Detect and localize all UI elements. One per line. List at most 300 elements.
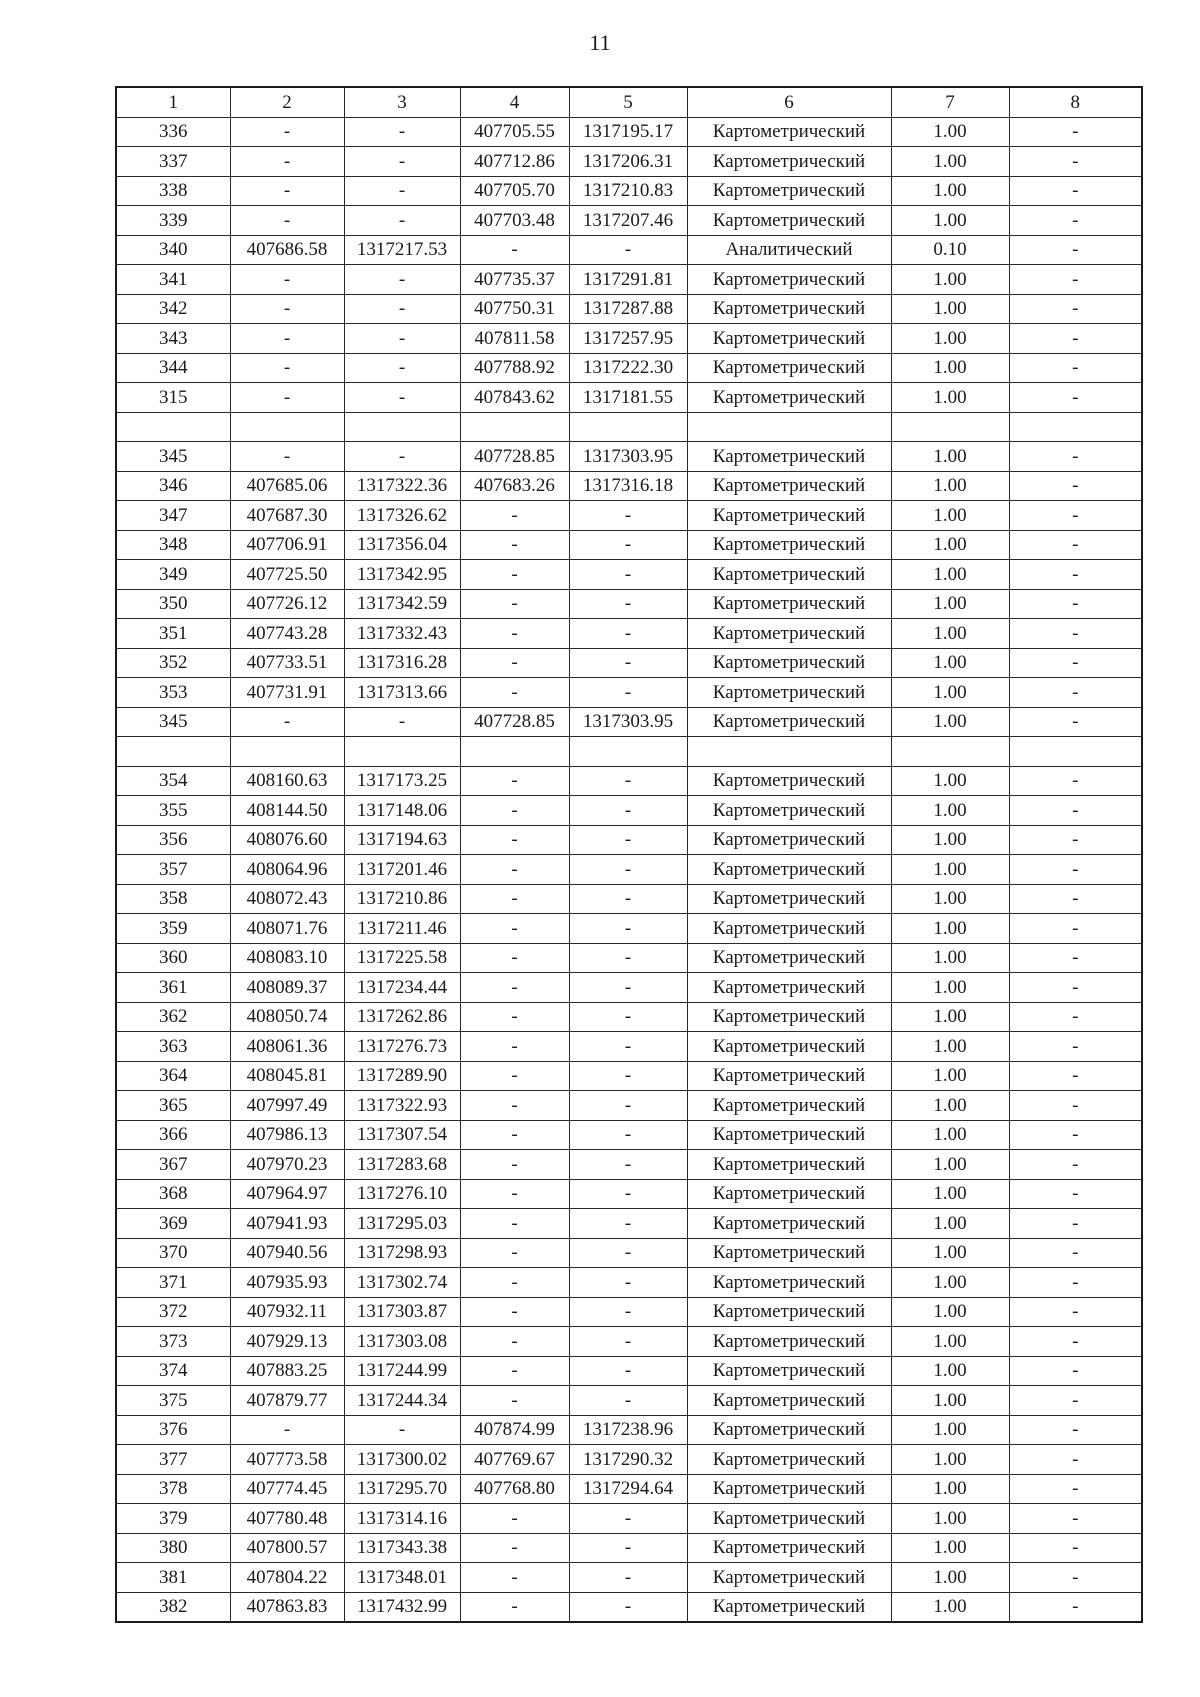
cell-note: - — [1009, 471, 1142, 501]
cell-point-number: 344 — [116, 353, 230, 383]
cell-y-coord-old: - — [344, 206, 460, 236]
cell-x-coord-new: - — [460, 1533, 569, 1563]
cell-precision: 1.00 — [891, 796, 1009, 826]
cell-x-coord-new: - — [460, 648, 569, 678]
cell-method: Картометрический — [687, 383, 891, 413]
cell-x-coord-old: 407725.50 — [230, 560, 344, 590]
table-row — [116, 265, 1142, 295]
cell-y-coord-new: 1317294.64 — [569, 1474, 687, 1504]
cell-x-coord-new: 407712.86 — [460, 147, 569, 177]
cell-x-coord-old: - — [230, 1415, 344, 1445]
cell-y-coord-old: 1317283.68 — [344, 1150, 460, 1180]
cell-x-coord-old: 408089.37 — [230, 973, 344, 1003]
cell-method: Картометрический — [687, 1032, 891, 1062]
cell-x-coord-old: 407883.25 — [230, 1356, 344, 1386]
table-row — [116, 914, 1142, 944]
cell-method: Картометрический — [687, 1386, 891, 1416]
table-row — [116, 1327, 1142, 1357]
header-cell-x-coord-new: 4 — [460, 87, 569, 117]
table-row — [116, 1533, 1142, 1563]
cell-x-coord-old: 407970.23 — [230, 1150, 344, 1180]
cell-method: Картометрический — [687, 353, 891, 383]
cell-y-coord-new: - — [569, 560, 687, 590]
cell-precision: 1.00 — [891, 678, 1009, 708]
cell-precision: 1.00 — [891, 1592, 1009, 1622]
table-row — [116, 648, 1142, 678]
cell-y-coord-new: 1317181.55 — [569, 383, 687, 413]
cell-point-number: 346 — [116, 471, 230, 501]
cell-precision: 1.00 — [891, 707, 1009, 737]
cell-y-coord-old: 1317307.54 — [344, 1120, 460, 1150]
cell-precision: 1.00 — [891, 1563, 1009, 1593]
cell-x-coord-old: 407941.93 — [230, 1209, 344, 1239]
cell-y-coord-new: 1317303.95 — [569, 442, 687, 472]
cell-note: - — [1009, 530, 1142, 560]
cell-x-coord-old: 407935.93 — [230, 1268, 344, 1298]
cell-point-number: 370 — [116, 1238, 230, 1268]
cell-point-number: 360 — [116, 943, 230, 973]
cell-note: - — [1009, 619, 1142, 649]
cell-x-coord-new: 407705.70 — [460, 176, 569, 206]
cell-x-coord-old: - — [230, 442, 344, 472]
cell-method: Картометрический — [687, 1091, 891, 1121]
cell-y-coord-old: 1317342.59 — [344, 589, 460, 619]
cell-x-coord-new: - — [460, 1327, 569, 1357]
cell-y-coord-old: 1317276.73 — [344, 1032, 460, 1062]
cell-x-coord-new: - — [460, 1238, 569, 1268]
cell-note: - — [1009, 707, 1142, 737]
cell-method: Картометрический — [687, 1504, 891, 1534]
cell-x-coord-old: - — [230, 353, 344, 383]
cell-precision: 1.00 — [891, 501, 1009, 531]
cell-x-coord-new: 407735.37 — [460, 265, 569, 295]
cell-method: Картометрический — [687, 442, 891, 472]
cell-note: - — [1009, 501, 1142, 531]
cell-y-coord-new: - — [569, 1386, 687, 1416]
cell-note: - — [1009, 589, 1142, 619]
cell-point-number: 367 — [116, 1150, 230, 1180]
table-row — [116, 1474, 1142, 1504]
cell-y-coord-old: 1317148.06 — [344, 796, 460, 826]
table-row — [116, 589, 1142, 619]
cell-note: - — [1009, 973, 1142, 1003]
cell-precision: 1.00 — [891, 1327, 1009, 1357]
table-row — [116, 412, 1142, 442]
cell-x-coord-new: 407728.85 — [460, 442, 569, 472]
cell-method: Картометрический — [687, 707, 891, 737]
cell-point-number: 350 — [116, 589, 230, 619]
cell-note: - — [1009, 1032, 1142, 1062]
cell-y-coord-new: - — [569, 1533, 687, 1563]
cell-precision: 1.00 — [891, 176, 1009, 206]
cell-method: Картометрический — [687, 1238, 891, 1268]
cell-precision: 1.00 — [891, 648, 1009, 678]
cell-y-coord-new: - — [569, 825, 687, 855]
cell-x-coord-old: - — [230, 324, 344, 354]
cell-x-coord-new: - — [460, 530, 569, 560]
table-row — [116, 619, 1142, 649]
cell-point-number: 337 — [116, 147, 230, 177]
cell-method: Картометрический — [687, 117, 891, 147]
table-row — [116, 530, 1142, 560]
coordinates-table — [115, 86, 1143, 1623]
table-row — [116, 324, 1142, 354]
cell-method: Картометрический — [687, 147, 891, 177]
cell-precision: 1.00 — [891, 1297, 1009, 1327]
cell-x-coord-new: 407683.26 — [460, 471, 569, 501]
cell-y-coord-new: - — [569, 1592, 687, 1622]
cell-precision: 1.00 — [891, 1032, 1009, 1062]
cell-x-coord-old: 407743.28 — [230, 619, 344, 649]
cell-note: - — [1009, 294, 1142, 324]
cell-point-number: 371 — [116, 1268, 230, 1298]
cell-method: Аналитический — [687, 235, 891, 265]
cell-note: - — [1009, 678, 1142, 708]
cell-precision: 1.00 — [891, 1356, 1009, 1386]
cell-y-coord-new: 1317195.17 — [569, 117, 687, 147]
cell-method: Картометрический — [687, 471, 891, 501]
table-row — [116, 1150, 1142, 1180]
cell-y-coord-old: 1317300.02 — [344, 1445, 460, 1475]
table-row — [116, 855, 1142, 885]
table-row — [116, 1563, 1142, 1593]
cell-precision: 1.00 — [891, 619, 1009, 649]
page-number: 11 — [589, 30, 611, 55]
cell-note: - — [1009, 1474, 1142, 1504]
cell-x-coord-old: 407685.06 — [230, 471, 344, 501]
cell-point-number: 380 — [116, 1533, 230, 1563]
cell-x-coord-new: - — [460, 1120, 569, 1150]
header-cell-y-coord-old: 3 — [344, 87, 460, 117]
cell-y-coord-new: - — [569, 1061, 687, 1091]
table-row — [116, 1179, 1142, 1209]
cell-x-coord-new: 407728.85 — [460, 707, 569, 737]
cell-x-coord-new: - — [460, 1061, 569, 1091]
cell-y-coord-new: 1317291.81 — [569, 265, 687, 295]
cell-point-number: 348 — [116, 530, 230, 560]
cell-point-number: 373 — [116, 1327, 230, 1357]
cell-note: - — [1009, 1268, 1142, 1298]
cell-x-coord-old: 408160.63 — [230, 766, 344, 796]
table-row — [116, 235, 1142, 265]
cell-precision: 1.00 — [891, 265, 1009, 295]
cell-note: - — [1009, 1327, 1142, 1357]
table-row — [116, 383, 1142, 413]
cell-method: Картометрический — [687, 796, 891, 826]
cell-note: - — [1009, 1297, 1142, 1327]
cell-x-coord-old: 408144.50 — [230, 796, 344, 826]
cell-x-coord-new: - — [460, 235, 569, 265]
cell-x-coord-old: 407687.30 — [230, 501, 344, 531]
cell-note: - — [1009, 324, 1142, 354]
cell-point-number: 339 — [116, 206, 230, 236]
table-row — [116, 471, 1142, 501]
cell-y-coord-old: - — [344, 1415, 460, 1445]
cell-method: Картометрический — [687, 1356, 891, 1386]
cell-point-number: 359 — [116, 914, 230, 944]
cell-precision: 1.00 — [891, 1179, 1009, 1209]
cell-point-number: 358 — [116, 884, 230, 914]
cell-point-number: 364 — [116, 1061, 230, 1091]
cell-y-coord-old: 1317432.99 — [344, 1592, 460, 1622]
cell-method: Картометрический — [687, 1002, 891, 1032]
cell-x-coord-new: 407811.58 — [460, 324, 569, 354]
table-row — [116, 737, 1142, 767]
cell-point-number: 379 — [116, 1504, 230, 1534]
cell-x-coord-old: 407804.22 — [230, 1563, 344, 1593]
cell-y-coord-new — [569, 412, 687, 442]
cell-note: - — [1009, 206, 1142, 236]
cell-note: - — [1009, 1238, 1142, 1268]
cell-x-coord-old: 407940.56 — [230, 1238, 344, 1268]
cell-y-coord-old — [344, 737, 460, 767]
cell-x-coord-old: 407733.51 — [230, 648, 344, 678]
cell-y-coord-new: 1317303.95 — [569, 707, 687, 737]
cell-point-number: 351 — [116, 619, 230, 649]
table-row — [116, 766, 1142, 796]
cell-note: - — [1009, 176, 1142, 206]
cell-x-coord-old: - — [230, 265, 344, 295]
cell-precision: 1.00 — [891, 383, 1009, 413]
cell-y-coord-old: 1317244.34 — [344, 1386, 460, 1416]
cell-y-coord-old: - — [344, 265, 460, 295]
cell-x-coord-new: - — [460, 1592, 569, 1622]
cell-x-coord-new: 407788.92 — [460, 353, 569, 383]
table-row — [116, 1268, 1142, 1298]
cell-y-coord-new: - — [569, 914, 687, 944]
cell-y-coord-new: - — [569, 1327, 687, 1357]
cell-note: - — [1009, 1533, 1142, 1563]
table-row — [116, 1592, 1142, 1622]
cell-method: Картометрический — [687, 766, 891, 796]
cell-y-coord-old: 1317332.43 — [344, 619, 460, 649]
cell-x-coord-old: 407964.97 — [230, 1179, 344, 1209]
table-row — [116, 1504, 1142, 1534]
cell-y-coord-old: 1317343.38 — [344, 1533, 460, 1563]
cell-y-coord-new: - — [569, 1504, 687, 1534]
cell-precision: 1.00 — [891, 1061, 1009, 1091]
cell-x-coord-old — [230, 737, 344, 767]
cell-x-coord-old: 408064.96 — [230, 855, 344, 885]
cell-precision: 1.00 — [891, 1533, 1009, 1563]
cell-x-coord-new — [460, 737, 569, 767]
cell-precision: 1.00 — [891, 589, 1009, 619]
cell-y-coord-new: - — [569, 589, 687, 619]
cell-y-coord-old: - — [344, 117, 460, 147]
table-row — [116, 884, 1142, 914]
cell-precision: 1.00 — [891, 1415, 1009, 1445]
cell-point-number: 369 — [116, 1209, 230, 1239]
cell-point-number: 372 — [116, 1297, 230, 1327]
cell-x-coord-old: 407800.57 — [230, 1533, 344, 1563]
cell-y-coord-old: 1317201.46 — [344, 855, 460, 885]
cell-method: Картометрический — [687, 501, 891, 531]
cell-point-number: 375 — [116, 1386, 230, 1416]
cell-method: Картометрический — [687, 914, 891, 944]
cell-precision: 1.00 — [891, 1091, 1009, 1121]
cell-y-coord-new: 1317290.32 — [569, 1445, 687, 1475]
cell-x-coord-old: 408076.60 — [230, 825, 344, 855]
cell-method: Картометрический — [687, 1474, 891, 1504]
cell-note: - — [1009, 1150, 1142, 1180]
cell-note: - — [1009, 648, 1142, 678]
table-row — [116, 1356, 1142, 1386]
cell-x-coord-new: 407769.67 — [460, 1445, 569, 1475]
table-row — [116, 1091, 1142, 1121]
cell-note: - — [1009, 117, 1142, 147]
cell-precision: 1.00 — [891, 1268, 1009, 1298]
cell-x-coord-new: 407703.48 — [460, 206, 569, 236]
cell-x-coord-old: 408071.76 — [230, 914, 344, 944]
cell-y-coord-new: 1317238.96 — [569, 1415, 687, 1445]
cell-note: - — [1009, 1386, 1142, 1416]
cell-note: - — [1009, 1091, 1142, 1121]
cell-note: - — [1009, 1002, 1142, 1032]
table-row — [116, 1032, 1142, 1062]
cell-y-coord-old: 1317348.01 — [344, 1563, 460, 1593]
cell-y-coord-old: - — [344, 707, 460, 737]
table-row — [116, 1445, 1142, 1475]
cell-y-coord-new: 1317287.88 — [569, 294, 687, 324]
cell-y-coord-new: - — [569, 1150, 687, 1180]
cell-method: Картометрический — [687, 1563, 891, 1593]
cell-x-coord-new: - — [460, 1091, 569, 1121]
table-row — [116, 1415, 1142, 1445]
cell-precision: 1.00 — [891, 117, 1009, 147]
table-row — [116, 1120, 1142, 1150]
cell-x-coord-new: - — [460, 1356, 569, 1386]
cell-method: Картометрический — [687, 1061, 891, 1091]
cell-precision: 1.00 — [891, 147, 1009, 177]
cell-y-coord-old: 1317225.58 — [344, 943, 460, 973]
cell-y-coord-old: - — [344, 324, 460, 354]
cell-method: Картометрический — [687, 530, 891, 560]
cell-y-coord-old: 1317303.87 — [344, 1297, 460, 1327]
table-row — [116, 1002, 1142, 1032]
table-row — [116, 294, 1142, 324]
cell-x-coord-new: - — [460, 943, 569, 973]
cell-point-number: 368 — [116, 1179, 230, 1209]
table-row — [116, 1297, 1142, 1327]
cell-precision: 1.00 — [891, 1445, 1009, 1475]
cell-point-number: 376 — [116, 1415, 230, 1445]
table-row — [116, 1238, 1142, 1268]
cell-precision: 1.00 — [891, 1120, 1009, 1150]
cell-point-number: 355 — [116, 796, 230, 826]
cell-y-coord-new: - — [569, 1032, 687, 1062]
cell-y-coord-new: - — [569, 943, 687, 973]
cell-y-coord-old: 1317322.36 — [344, 471, 460, 501]
cell-y-coord-old: 1317173.25 — [344, 766, 460, 796]
cell-precision: 1.00 — [891, 884, 1009, 914]
cell-y-coord-old: 1317295.70 — [344, 1474, 460, 1504]
cell-y-coord-old: 1317326.62 — [344, 501, 460, 531]
cell-y-coord-new: - — [569, 1091, 687, 1121]
cell-y-coord-old: 1317314.16 — [344, 1504, 460, 1534]
cell-method: Картометрический — [687, 206, 891, 236]
cell-note: - — [1009, 1504, 1142, 1534]
cell-x-coord-new: - — [460, 1297, 569, 1327]
cell-x-coord-new: - — [460, 855, 569, 885]
cell-point-number: 366 — [116, 1120, 230, 1150]
cell-y-coord-old: 1317210.86 — [344, 884, 460, 914]
cell-method — [687, 412, 891, 442]
cell-y-coord-new: 1317206.31 — [569, 147, 687, 177]
cell-x-coord-new: - — [460, 1209, 569, 1239]
cell-precision: 1.00 — [891, 294, 1009, 324]
cell-point-number: 357 — [116, 855, 230, 885]
cell-method: Картометрический — [687, 560, 891, 590]
cell-method: Картометрический — [687, 176, 891, 206]
table-header-row — [116, 87, 1142, 117]
cell-y-coord-new: - — [569, 1179, 687, 1209]
cell-x-coord-new: - — [460, 678, 569, 708]
header-cell-note: 8 — [1009, 87, 1142, 117]
cell-y-coord-new: - — [569, 1120, 687, 1150]
table-row — [116, 973, 1142, 1003]
header-cell-method: 6 — [687, 87, 891, 117]
cell-note: - — [1009, 1356, 1142, 1386]
cell-precision: 1.00 — [891, 1238, 1009, 1268]
cell-method: Картометрический — [687, 973, 891, 1003]
cell-x-coord-old: - — [230, 383, 344, 413]
cell-note: - — [1009, 943, 1142, 973]
cell-point-number: 362 — [116, 1002, 230, 1032]
cell-y-coord-old — [344, 412, 460, 442]
cell-precision: 1.00 — [891, 1209, 1009, 1239]
cell-note: - — [1009, 1209, 1142, 1239]
cell-x-coord-old: 407879.77 — [230, 1386, 344, 1416]
cell-precision: 1.00 — [891, 1386, 1009, 1416]
cell-method: Картометрический — [687, 589, 891, 619]
table-row — [116, 678, 1142, 708]
cell-x-coord-old: 407997.49 — [230, 1091, 344, 1121]
cell-y-coord-new: - — [569, 530, 687, 560]
cell-precision: 1.00 — [891, 442, 1009, 472]
cell-precision: 1.00 — [891, 766, 1009, 796]
cell-x-coord-old: 407773.58 — [230, 1445, 344, 1475]
cell-x-coord-old: - — [230, 206, 344, 236]
cell-point-number — [116, 737, 230, 767]
cell-precision: 0.10 — [891, 235, 1009, 265]
header-cell-y-coord-new: 5 — [569, 87, 687, 117]
cell-note: - — [1009, 766, 1142, 796]
cell-method: Картометрический — [687, 1209, 891, 1239]
cell-point-number: 365 — [116, 1091, 230, 1121]
cell-method: Картометрический — [687, 1268, 891, 1298]
cell-y-coord-new: - — [569, 619, 687, 649]
cell-y-coord-new — [569, 737, 687, 767]
cell-y-coord-new: - — [569, 235, 687, 265]
cell-note: - — [1009, 560, 1142, 590]
cell-point-number: 352 — [116, 648, 230, 678]
cell-x-coord-old: 408050.74 — [230, 1002, 344, 1032]
cell-y-coord-new: - — [569, 1238, 687, 1268]
cell-precision: 1.00 — [891, 530, 1009, 560]
cell-x-coord-new: - — [460, 1504, 569, 1534]
cell-x-coord-new: - — [460, 501, 569, 531]
cell-y-coord-new: - — [569, 1297, 687, 1327]
cell-x-coord-old: - — [230, 294, 344, 324]
cell-precision: 1.00 — [891, 1002, 1009, 1032]
cell-x-coord-new: 407750.31 — [460, 294, 569, 324]
cell-point-number: 345 — [116, 707, 230, 737]
cell-method: Картометрический — [687, 1445, 891, 1475]
cell-note: - — [1009, 825, 1142, 855]
cell-y-coord-old: 1317289.90 — [344, 1061, 460, 1091]
cell-x-coord-new: - — [460, 560, 569, 590]
cell-x-coord-new: - — [460, 589, 569, 619]
